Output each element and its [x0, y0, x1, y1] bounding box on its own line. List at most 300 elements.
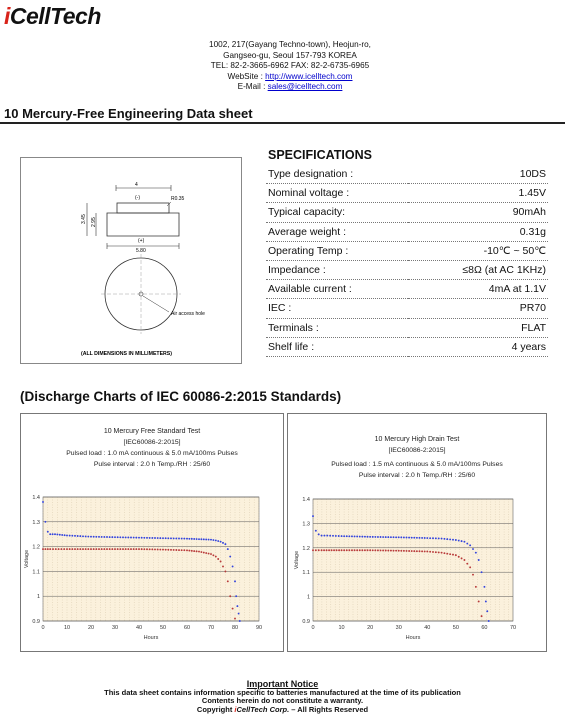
data-point — [98, 536, 100, 538]
data-point — [318, 549, 320, 551]
chart-title: 10 Mercury Free Standard Test — [103, 428, 201, 435]
data-point — [338, 535, 340, 537]
spec-row — [266, 337, 548, 356]
data-point — [220, 541, 222, 543]
y-tick-label: 1.1 — [302, 570, 310, 577]
data-point — [488, 620, 490, 622]
data-point — [238, 613, 240, 615]
spec-row — [266, 280, 548, 299]
spec-row — [266, 260, 548, 279]
data-point — [466, 563, 468, 565]
x-tick-label: 60 — [183, 625, 191, 631]
data-point — [74, 535, 76, 537]
data-point — [210, 539, 212, 541]
battery-dimension-drawing — [20, 157, 242, 364]
data-point — [424, 537, 426, 539]
data-point — [162, 549, 164, 551]
data-point — [109, 536, 111, 538]
data-point — [367, 536, 369, 538]
data-point — [435, 537, 437, 539]
high-drain-test-chart — [287, 413, 547, 652]
data-point — [159, 537, 161, 539]
data-point — [157, 537, 159, 539]
data-point — [235, 595, 237, 597]
data-point — [343, 549, 345, 551]
data-point — [208, 553, 210, 555]
data-point — [122, 536, 124, 538]
data-point — [323, 535, 325, 537]
data-point — [367, 549, 369, 551]
spec-label: Shelf life : — [266, 337, 408, 356]
data-point — [377, 549, 379, 551]
data-point — [449, 538, 451, 540]
data-point — [374, 536, 376, 538]
data-point — [69, 535, 71, 537]
data-point — [411, 537, 413, 539]
data-point — [135, 537, 137, 539]
data-point — [114, 536, 116, 538]
data-point — [130, 548, 132, 550]
data-point — [441, 538, 443, 540]
data-point — [398, 550, 400, 552]
spec-value: ≤8Ω (at AC 1KHz) — [408, 260, 548, 279]
x-tick-label: 10 — [63, 625, 71, 631]
data-point — [69, 548, 71, 550]
data-point — [95, 536, 97, 538]
data-point — [354, 535, 356, 537]
address-line-1: 1002, 217(Gayang Techno-town), Heojun-ro, — [209, 40, 371, 49]
data-point — [338, 549, 340, 551]
data-point — [198, 551, 200, 553]
spec-label: Nominal voltage : — [266, 184, 408, 203]
data-point — [424, 550, 426, 552]
document-title: 10 Mercury-Free Engineering Data sheet — [4, 106, 253, 121]
y-tick-label: 1.4 — [302, 497, 310, 503]
data-point — [478, 601, 480, 603]
data-point — [232, 608, 234, 610]
data-point — [312, 515, 314, 517]
data-point — [173, 537, 175, 539]
data-point — [212, 554, 214, 556]
data-point — [55, 548, 57, 550]
data-point — [93, 536, 95, 538]
spec-row — [266, 165, 548, 184]
data-point — [469, 566, 471, 568]
footer-notice — [0, 680, 565, 714]
x-tick-label: 10 — [338, 625, 345, 631]
chart-pulsed-load: Pulsed load : 1.0 mA continuous & 5.0 mA/100ms Pulses — [66, 450, 238, 457]
data-point — [63, 548, 65, 550]
data-point — [441, 552, 443, 554]
data-point — [432, 537, 434, 539]
spec-label: Type designation : — [266, 165, 408, 184]
dim-580-label: 5.80 — [136, 248, 146, 254]
data-point — [458, 556, 460, 558]
data-point — [61, 534, 63, 536]
data-point — [348, 549, 350, 551]
data-point — [109, 548, 111, 550]
data-point — [232, 565, 234, 567]
data-point — [463, 541, 465, 543]
high-drain-test-plot — [288, 414, 546, 651]
data-point — [227, 548, 229, 550]
data-point — [60, 548, 62, 550]
data-point — [151, 548, 153, 550]
data-point — [193, 538, 195, 540]
chart-standard: [IEC60086-2:2015] — [123, 439, 181, 446]
data-point — [181, 538, 183, 540]
spec-value: 0.31g — [408, 222, 548, 241]
data-point — [220, 561, 222, 563]
data-point — [224, 543, 226, 545]
data-point — [127, 548, 129, 550]
company-logo: iCellTech — [4, 3, 101, 29]
data-point — [119, 536, 121, 538]
data-point — [127, 537, 129, 539]
data-point — [133, 537, 135, 539]
data-point — [408, 537, 410, 539]
data-point — [79, 535, 81, 537]
data-point — [432, 551, 434, 553]
data-point — [175, 537, 177, 539]
data-point — [326, 535, 328, 537]
data-point — [205, 552, 207, 554]
data-point — [469, 544, 471, 546]
data-point — [229, 556, 231, 558]
data-point — [455, 554, 457, 556]
data-point — [229, 595, 231, 597]
data-point — [416, 537, 418, 539]
data-point — [149, 548, 151, 550]
data-point — [321, 535, 323, 537]
data-point — [47, 548, 49, 550]
data-point — [361, 549, 363, 551]
data-point — [138, 548, 140, 550]
data-point — [369, 536, 371, 538]
data-point — [461, 540, 463, 542]
data-point — [382, 536, 384, 538]
data-point — [472, 574, 474, 576]
data-point — [117, 536, 119, 538]
data-point — [52, 548, 54, 550]
data-point — [406, 537, 408, 539]
data-point — [411, 550, 413, 552]
data-point — [49, 548, 51, 550]
dim-295-label: 2.95 — [91, 217, 97, 227]
data-point — [178, 549, 180, 551]
dim-plus-label: (+) — [138, 238, 145, 244]
data-point — [406, 550, 408, 552]
data-point — [449, 553, 451, 555]
data-point — [403, 550, 405, 552]
notice-line-1: This data sheet contains information specific to batteries manufactured at the time of its publication — [104, 687, 461, 697]
data-point — [52, 533, 54, 535]
data-point — [170, 549, 172, 551]
notice-line-2: Contents herein do not constitute a warranty. — [201, 696, 364, 706]
data-point — [426, 551, 428, 553]
spec-label: Typical capacity: — [266, 203, 408, 222]
data-point — [165, 537, 167, 539]
data-point — [193, 550, 195, 552]
x-tick-label: 70 — [509, 625, 517, 631]
spec-row — [266, 241, 548, 260]
data-point — [475, 586, 477, 588]
data-point — [188, 538, 190, 540]
data-point — [208, 539, 210, 541]
spec-value: 1.45V — [408, 184, 548, 203]
address-line-2: Gangseo-gu, Seoul 157-793 KOREA — [223, 50, 357, 60]
data-point — [170, 537, 172, 539]
data-point — [312, 549, 314, 551]
data-point — [421, 537, 423, 539]
data-point — [130, 537, 132, 539]
data-point — [351, 535, 353, 537]
data-point — [146, 537, 148, 539]
data-point — [461, 557, 463, 559]
data-point — [475, 552, 477, 554]
data-point — [119, 548, 121, 550]
data-point — [79, 548, 81, 550]
data-point — [133, 548, 135, 550]
data-point — [359, 536, 361, 538]
y-tick-label: 1 — [36, 594, 40, 601]
data-point — [343, 535, 345, 537]
data-point — [117, 548, 119, 550]
data-point — [54, 533, 56, 535]
data-point — [341, 549, 343, 551]
y-tick-label: 0.9 — [32, 619, 40, 625]
data-point — [416, 550, 418, 552]
spec-row — [266, 203, 548, 222]
x-tick-label: 40 — [424, 625, 431, 631]
data-point — [351, 549, 353, 551]
data-point — [443, 552, 445, 554]
data-point — [188, 550, 190, 552]
x-tick-label: 90 — [255, 625, 263, 631]
spec-label: Average weight : — [266, 222, 408, 241]
data-point — [333, 549, 335, 551]
data-point — [429, 537, 431, 539]
chart-pulse-interval: Pulse interval : 2.0 h Temp./RH : 25/60 — [358, 472, 476, 479]
data-point — [377, 536, 379, 538]
data-point — [215, 539, 217, 541]
data-point — [183, 538, 185, 540]
chart-title: 10 Mercury High Drain Test — [374, 436, 460, 443]
data-point — [162, 537, 164, 539]
standard-test-chart — [20, 413, 284, 652]
y-tick-label: 1.2 — [302, 545, 310, 552]
data-point — [387, 536, 389, 538]
data-point — [481, 615, 483, 617]
data-point — [481, 571, 483, 573]
data-point — [359, 549, 361, 551]
data-point — [426, 537, 428, 539]
data-point — [438, 537, 440, 539]
data-point — [87, 548, 89, 550]
data-point — [90, 548, 92, 550]
data-point — [103, 536, 105, 538]
data-point — [380, 536, 382, 538]
y-tick-label: 1 — [306, 594, 310, 601]
data-point — [222, 542, 224, 544]
chart-pulse-interval: Pulse interval : 2.0 h Temp./RH : 25/60 — [93, 461, 211, 468]
email-link[interactable]: sales@icelltech.com — [267, 82, 343, 92]
data-point — [421, 550, 423, 552]
data-point — [372, 536, 374, 538]
data-point — [167, 549, 169, 551]
data-point — [393, 536, 395, 538]
data-point — [321, 549, 323, 551]
data-point — [59, 534, 61, 536]
spec-value: 90mAh — [408, 203, 548, 222]
data-point — [336, 549, 338, 551]
data-point — [66, 548, 68, 550]
data-point — [154, 548, 156, 550]
data-point — [446, 538, 448, 540]
y-tick-label: 1.3 — [32, 519, 40, 526]
spec-value: 4mA at 1.1V — [408, 280, 548, 299]
data-point — [419, 537, 421, 539]
spec-row — [266, 299, 548, 318]
data-point — [138, 537, 140, 539]
data-point — [328, 549, 330, 551]
standard-test-plot — [21, 414, 283, 651]
contact-block — [150, 40, 430, 93]
x-tick-label: 40 — [135, 625, 143, 631]
email-line: E-Mail : sales@icelltech.com — [237, 82, 343, 92]
data-point — [400, 550, 402, 552]
data-point — [393, 550, 395, 552]
y-axis-label: Voltage — [294, 550, 300, 570]
data-point — [203, 552, 205, 554]
notice-title: Important Notice — [246, 679, 319, 689]
chart-pulsed-load: Pulsed load : 1.5 mA continuous & 5.0 mA/100ms Pulses — [331, 461, 503, 468]
specifications-title: SPECIFICATIONS — [268, 148, 372, 162]
data-point — [205, 539, 207, 541]
data-point — [452, 554, 454, 556]
spec-value: 4 years — [408, 337, 548, 356]
plot-area — [43, 497, 259, 621]
data-point — [203, 538, 205, 540]
spec-label: Impedance : — [266, 260, 408, 279]
data-point — [413, 550, 415, 552]
data-point — [374, 549, 376, 551]
data-point — [191, 538, 193, 540]
data-point — [369, 549, 371, 551]
x-tick-label: 50 — [452, 625, 459, 631]
data-point — [210, 553, 212, 555]
data-point — [77, 548, 79, 550]
x-axis-label: Hours — [143, 635, 159, 641]
data-point — [385, 536, 387, 538]
data-point — [178, 538, 180, 540]
data-point — [239, 620, 241, 622]
data-point — [323, 549, 325, 551]
data-point — [200, 538, 202, 540]
data-point — [452, 539, 454, 541]
data-point — [234, 618, 236, 620]
spec-row — [266, 318, 548, 337]
data-point — [463, 559, 465, 561]
data-point — [85, 535, 87, 537]
data-point — [175, 549, 177, 551]
data-point — [446, 553, 448, 555]
title-divider — [0, 122, 565, 124]
y-tick-label: 1.1 — [32, 569, 40, 576]
data-point — [200, 551, 202, 553]
data-point — [42, 548, 44, 550]
website-line: WebSite : http://www.icelltech.com — [227, 71, 353, 81]
data-point — [90, 536, 92, 538]
data-point — [435, 551, 437, 553]
data-point — [183, 549, 185, 551]
data-point — [390, 550, 392, 552]
data-point — [47, 531, 49, 533]
data-point — [82, 535, 84, 537]
y-tick-label: 0.9 — [302, 619, 310, 625]
spec-label: Operating Temp : — [266, 241, 408, 260]
data-point — [458, 540, 460, 542]
copyright-line: Copyright iCellTech Corp. – All Rights Reserved — [196, 704, 369, 714]
data-point — [455, 539, 457, 541]
data-point — [217, 558, 219, 560]
data-point — [395, 536, 397, 538]
data-point — [173, 549, 175, 551]
data-point — [215, 556, 217, 558]
data-point — [151, 537, 153, 539]
y-tick-label: 1.2 — [32, 544, 40, 551]
data-point — [485, 601, 487, 603]
data-point — [141, 537, 143, 539]
data-point — [66, 534, 68, 536]
dim-345-label: 3.45 — [81, 214, 87, 224]
chart-standard: [IEC60086-2:2015] — [388, 447, 446, 454]
data-point — [98, 548, 100, 550]
data-point — [101, 548, 103, 550]
data-point — [212, 539, 214, 541]
data-point — [385, 550, 387, 552]
data-point — [74, 548, 76, 550]
data-point — [227, 580, 229, 582]
spec-value: 10DS — [408, 165, 548, 184]
plot-area — [313, 499, 513, 621]
dim-minus-label: (-) — [135, 195, 140, 201]
data-point — [395, 550, 397, 552]
data-point — [101, 536, 103, 538]
data-point — [85, 548, 87, 550]
data-point — [44, 548, 46, 550]
data-point — [196, 550, 198, 552]
data-point — [326, 549, 328, 551]
phone-fax-line: TEL: 82-2-3665-6962 FAX: 82-2-6735-6965 — [210, 61, 370, 71]
data-point — [82, 548, 84, 550]
data-point — [77, 535, 79, 537]
spec-row — [266, 222, 548, 241]
data-point — [217, 540, 219, 542]
data-point — [114, 548, 116, 550]
spec-label: Terminals : — [266, 318, 408, 337]
spec-row — [266, 184, 548, 203]
x-tick-label: 50 — [159, 625, 167, 631]
data-point — [222, 565, 224, 567]
website-link[interactable]: http://www.icelltech.com — [265, 71, 353, 81]
x-tick-label: 30 — [395, 625, 402, 631]
data-point — [387, 550, 389, 552]
data-point — [149, 537, 151, 539]
data-point — [382, 550, 384, 552]
data-point — [398, 536, 400, 538]
data-point — [315, 549, 317, 551]
